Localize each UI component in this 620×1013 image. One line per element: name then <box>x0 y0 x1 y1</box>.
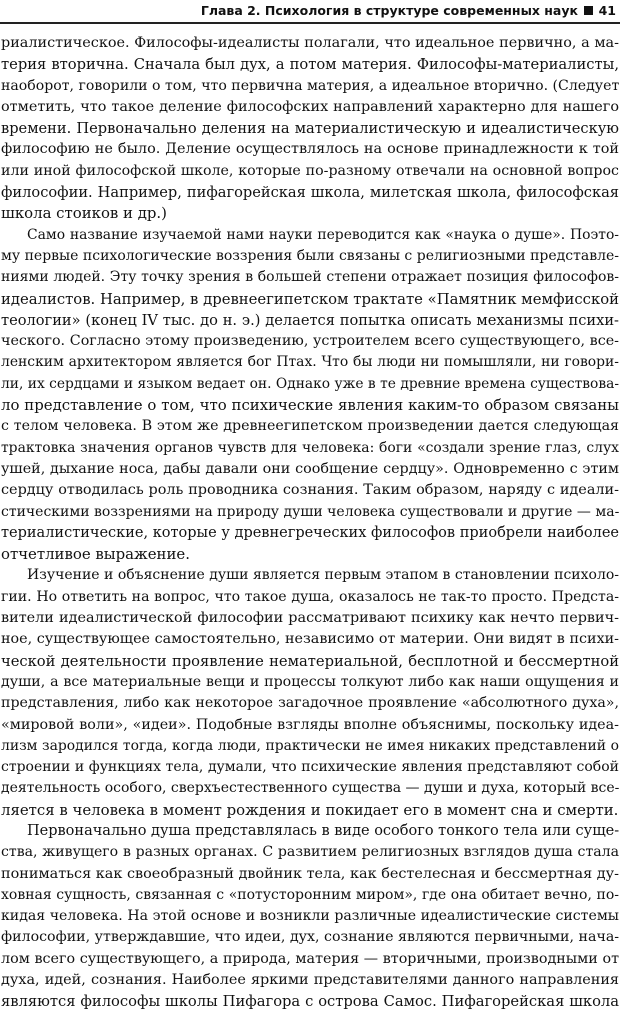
text-line: школа стоиков и др.) <box>1 204 167 223</box>
page-number: 41 <box>598 3 616 18</box>
text-line: философии, утверждавшие, что идеи, дух, сознание являются первичными, нача- <box>1 929 619 946</box>
text-line: териалистические, которые у древнегреческих философов приобрели наиболее <box>1 524 619 541</box>
text-line: Само название изучаемой нами науки переводится как «наука о душе». Поэто- <box>27 226 619 243</box>
text-line: ленским архитектором является бог Птах. Что бы люди ни помышляли, ни говори- <box>1 354 619 371</box>
text-line: Первоначально душа представлялась в виде особого тонкого тела или суще- <box>27 822 619 839</box>
text-line: души, а все материальные вещи и процессы толкуют либо как наши ощущения и <box>1 673 619 690</box>
text-line: лизм зародился тогда, когда люди, практически не имея никаких представлений о <box>1 737 619 754</box>
text-line: являются философы школы Пифагора с острова Самос. Пифагорейская школа <box>1 993 619 1011</box>
text-line: идеалистов. Например, в древнеегипетском трактате «Памятник мемфисской <box>1 290 619 308</box>
text-line: представления, либо как некоторое загадочное проявление «абсолютного духа», <box>1 695 619 712</box>
text-line: ушей, дыхание носа, дабы давали они сообщение сердцу». Одновременно с этим <box>1 460 619 477</box>
text-line: стическими воззрениями на природу души человека существовали и другие — ма- <box>1 503 619 520</box>
text-line: ляется в человека в момент рождения и покидает его в момент сна и смерти. <box>1 800 619 819</box>
text-line: с телом человека. В этом же древнеегипетском произведении дается следующая <box>1 418 619 435</box>
text-line: му первые психологические воззрения были связаны с религиозными представле- <box>1 247 619 264</box>
text-line: «мировой воли», «идеи». Подобные взгляды вполне объяснимы, поскольку идеа- <box>1 716 619 733</box>
text-line: строении и функциях тела, думали, что психические явления представляют собой <box>1 759 619 776</box>
text-line: теологии» (конец IV тыс. до н. э.) делается попытка описать механизмы психи- <box>1 311 619 329</box>
text-line: пониматься как своеобразный двойник тела, как бестелесная и бессмертная ду- <box>1 865 619 882</box>
text-line: ли, их сердцами и языком ведает он. Однако уже в те древние времена существова- <box>1 375 619 392</box>
paragraph <box>1 33 619 225</box>
paragraph <box>1 565 619 821</box>
text-line: философии. Например, пифагорейская школа, милетская школа, философская <box>1 184 619 202</box>
text-line: ховная сущность, связанная с «потусторонним миром», где она обитает вечно, по- <box>1 886 619 903</box>
text-line: лом всего существующего, а природа, материя — вторичными, производными от <box>1 950 619 967</box>
paragraph <box>1 821 619 1013</box>
text-line: сердцу отводилась роль проводника сознания. Таким образом, наряду с идеали- <box>1 482 619 499</box>
text-line: отчетливое выражение. <box>1 545 190 564</box>
text-line: кидая человека. На этой основе и возникли различные идеалистические системы <box>1 908 619 925</box>
running-header <box>0 0 620 24</box>
paragraph <box>1 225 619 566</box>
text-line: гии. Но ответить на вопрос, что такое душа, оказалось не так-то просто. Предста- <box>1 588 619 605</box>
text-line: ниями людей. Эту точку зрения в большей степени отражает позиция философов- <box>1 269 619 286</box>
text-line: отметить, что такое деление философских направлений характерно для нашего <box>1 98 619 115</box>
text-line: ческого. Согласно этому произведению, устроителем всего существующего, все- <box>1 333 619 350</box>
page-text <box>1 33 619 1013</box>
text-line: трактовка значения органов чувств для человека: боги «создали зрение глаз, слух <box>1 439 619 456</box>
text-line: или иной философской школе, которые по-разному отвечали на основной вопрос <box>1 162 619 179</box>
text-line: наоборот, говорили о том, что первична материя, а идеальное вторично. (Следует <box>1 77 619 94</box>
chapter-title: Глава 2. Психология в структуре современных наук <box>200 3 578 18</box>
text-line: вители идеалистической философии рассматривают психику как нечто первич- <box>1 610 619 627</box>
text-line: духа, идей, сознания. Наиболее яркими представителями данного направления <box>1 972 619 989</box>
text-line: ческой деятельности проявление нематериальной, бесплотной и бессмертной <box>1 652 619 670</box>
text-line: ства, живущего в разных органах. С развитием религиозных взглядов душа стала <box>1 844 619 861</box>
text-line: ное, существующее самостоятельно, независимо от материи. Они видят в психи- <box>1 631 619 648</box>
text-line: времени. Первоначально деления на материалистическую и идеалистическую <box>1 120 619 138</box>
text-line: Изучение и объяснение души является первым этапом в становлении психоло- <box>27 567 619 584</box>
black-square-icon <box>584 6 593 15</box>
text-line: философию не было. Деление осуществлялось на основе принадлежности к той <box>1 141 619 158</box>
text-line: деятельность особого, сверхъестественного существа — души и духа, который все- <box>1 780 619 797</box>
text-line: терия вторична. Сначала был дух, а потом материя. Философы-материалисты, <box>1 56 619 74</box>
text-line: ло представление о том, что психические явления каким-то образом связаны <box>1 396 619 415</box>
text-line: риалистическое. Философы-идеалисты полагали, что идеальное первично, а ма- <box>1 35 619 51</box>
